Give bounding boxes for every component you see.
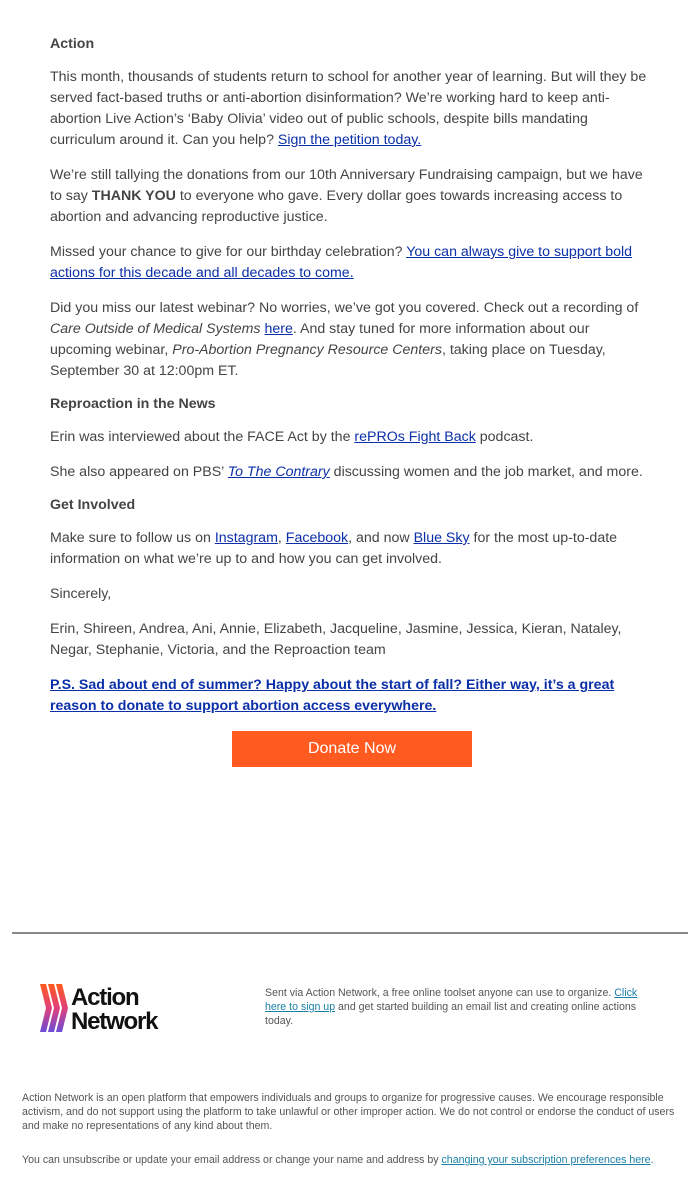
pbs-link[interactable]: To The Contrary — [227, 464, 330, 480]
give-link[interactable]: You can always give to support bold actions for this decade and all decades to come. — [50, 244, 633, 281]
sent-via-text: Sent via Action Network, a free online toolset anyone can use to organize. Click here to sign up and get started building an email list and creating online actions today. — [265, 987, 638, 1027]
signup-link[interactable]: Click here to sign up — [265, 987, 638, 1013]
petition-paragraph: This month, thousands of students return to school for another year of learning. But will they be served fact-based truths or anti-abortion disinformation? We’re working hard to keep anti-abortion Live Action’s ‘Baby Olivia’ video out of public schools, despite bills mandating curriculum around it. Can you help? Sign the petition today. — [50, 69, 647, 148]
pbs-paragraph: She also appeared on PBS’ To The Contrary discussing women and the job market, and more. — [50, 464, 643, 480]
webinar-paragraph: Did you miss our latest webinar? No worries, we’ve got you covered. Check out a recording of Care Outside of Medical Systems here. And stay tuned for more information about our upcoming webinar, Pro-Abortion Pregnancy Resource Centers, taking place on Tuesday, September 30 at 12:00pm ET. — [50, 300, 639, 379]
facebook-link[interactable]: Facebook — [285, 530, 349, 546]
petition-link[interactable]: Sign the petition today. — [277, 132, 422, 148]
footer-divider — [12, 932, 688, 934]
donate-wrap — [50, 731, 654, 767]
get-involved-heading: Get Involved — [50, 497, 136, 513]
ps-paragraph — [50, 675, 654, 717]
news-heading: Reproaction in the News — [50, 396, 216, 412]
donate-now-button[interactable]: Donate Now — [232, 731, 472, 767]
subscription-preferences-link[interactable]: changing your subscription preferences here — [441, 1154, 651, 1166]
bluesky-link[interactable]: Blue Sky — [413, 530, 470, 546]
action-heading: Action — [50, 36, 95, 52]
logo-word-action: Action — [71, 984, 139, 1011]
thank-you-bold: THANK YOU — [91, 188, 176, 204]
action-network-logo[interactable] — [38, 984, 188, 1032]
webinar-recording-link[interactable]: here — [264, 321, 293, 337]
email-body — [50, 36, 654, 767]
logo-word-network: Network — [71, 1008, 158, 1032]
ps-donate-link[interactable]: P.S. Sad about end of summer? Happy about the start of fall? Either way, it’s a great reason to donate to support abortion access everywhere. — [50, 677, 615, 714]
social-paragraph: Make sure to follow us on Instagram, Facebook, and now Blue Sky for the most up-to-date information on what we’re up to and how you can get involved. — [50, 530, 618, 567]
unsubscribe-text: You can unsubscribe or update your email address or change your name and address by changing your subscription preferences here. — [22, 1154, 654, 1166]
signoff: Sincerely, — [50, 586, 112, 602]
thank-you-paragraph: We’re still tallying the donations from our 10th Anniversary Fundraising campaign, but we have to say THANK YOU to everyone who gave. Every dollar goes towards increasing access to abortion and advancing reproductive justice. — [50, 167, 643, 225]
birthday-paragraph: Missed your chance to give for our birthday celebration? You can always give to support bold actions for this decade and all decades to come. — [50, 244, 633, 281]
chevron-mark-icon — [40, 984, 68, 1032]
disclaimer-text: Action Network is an open platform that empowers individuals and groups to organize for progressive causes. We encourage responsible activism, and do not support using the platform to take unlawful or other improper action. We do not control or endorse the conduct of users and make no representations of any kind about them. — [22, 1092, 675, 1132]
podcast-paragraph: Erin was interviewed about the FACE Act by the rePROs Fight Back podcast. — [50, 429, 534, 445]
podcast-link[interactable]: rePROs Fight Back — [354, 429, 476, 445]
signers: Erin, Shireen, Andrea, Ani, Annie, Elizabeth, Jacqueline, Jasmine, Jessica, Kieran, Nataley, Negar, Stephanie, Victoria, and the Reproaction team — [50, 621, 622, 658]
instagram-link[interactable]: Instagram — [214, 530, 278, 546]
